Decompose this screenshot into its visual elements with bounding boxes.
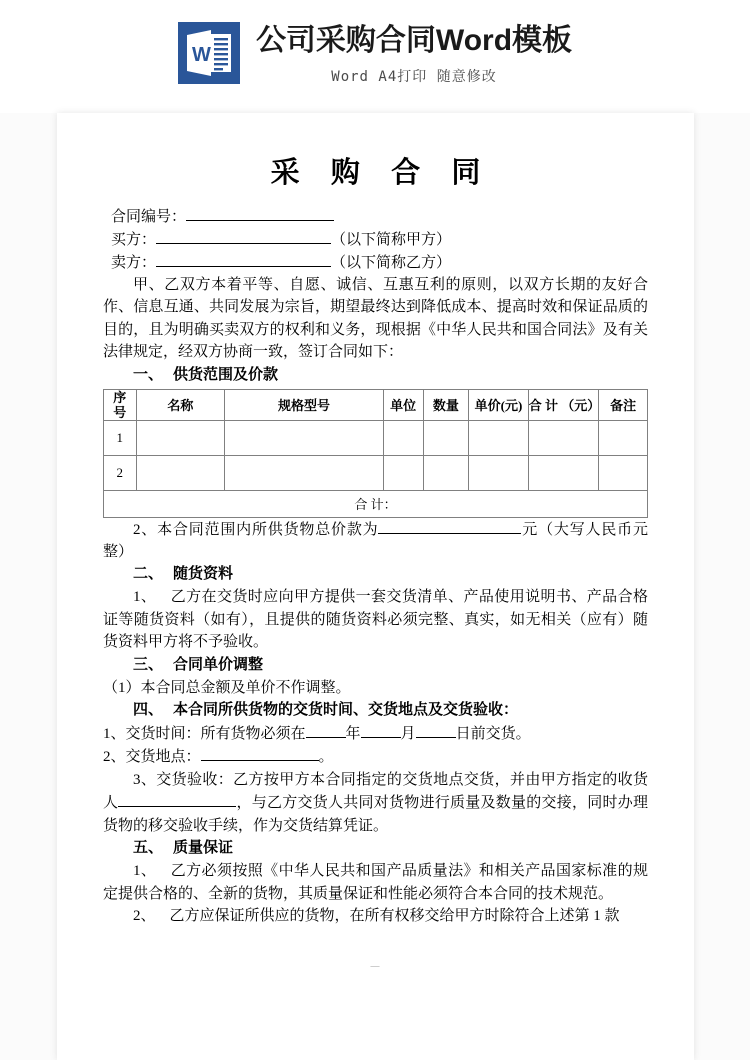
item-text-before: 本合同范围内所供货物总价款为 [157,521,379,538]
section-heading-4 [103,699,648,722]
section3-item-1 [103,677,648,699]
section-number: 四、 [133,702,164,719]
field-buyer [103,228,648,251]
table-row[interactable] [104,455,648,490]
item-number: 2、 [133,521,158,538]
item-text-before: 交货验收：乙方按甲方本合同指定的交货地点交货，并由甲方指定的收货人 [103,771,648,812]
field-suffix: （以下简称甲方） [331,232,452,248]
table-row[interactable] [104,420,648,455]
item-text-after: ，与乙方交货人共同对货物进行质量及数量的交接，同时办理货物的移交验收手续，作为交货结算凭证。 [103,795,648,834]
word-icon [178,22,240,84]
field-label: 合同编号： [111,209,187,225]
cell-total[interactable] [528,420,598,455]
section-heading-5 [103,837,648,860]
cell-price[interactable] [469,420,529,455]
cell-unit[interactable] [383,455,423,490]
delivery-year-blank[interactable] [306,722,346,738]
seller-blank[interactable] [156,251,331,267]
item-text-after: 元（大写人民币 [521,521,633,538]
document-page [57,113,694,1060]
consignee-blank[interactable] [118,791,236,807]
col-header-seq-l2: 号 [113,404,127,420]
buyer-blank[interactable] [156,228,331,244]
summary-label: 合 计： [104,490,648,517]
cell-note[interactable] [599,420,648,455]
field-label: 买方： [111,232,157,248]
total-amount-blank[interactable] [378,518,521,534]
svg-text:W: W [191,44,211,66]
banner-subtitle: Word A4打印 随意修改 [331,69,497,85]
item-text: 乙方应保证所供应的货物，在所有权移交给甲方时除符合上述第 1 款 [169,907,620,924]
table-header-row [104,389,648,420]
banner-title: 公司采购合同Word模板 [255,24,573,57]
item-text: 本合同总金额及单价不作调整。 [140,679,351,696]
section-number: 三、 [133,656,164,673]
item-text: 乙方必须按照《中华人民共和国产品质量法》和相关产品国家标准的规定提供合格的、全新的货物，其质量保证和性能必须符合本合同的技术规范。 [103,863,648,902]
col-header-unit: 单位 [383,389,423,420]
banner-inner [178,22,572,86]
col-header-qty: 数量 [423,389,469,420]
cell-name[interactable] [136,420,225,455]
section4-item-1 [103,722,648,745]
item-number: 3、 [133,771,157,788]
preamble-paragraph: 甲、乙双方本着平等、自愿、诚信、互惠互利的原则，以双方长期的友好合作、信息互通、共同发展为宗旨，期望最终达到降低成本、提高时效和保证品质的目的，且为明确买卖双方的权利和义务，现根据《中华人民共和国合同法》及有关法律规定，经双方协商一致，签订合同如下： [103,277,648,361]
cell-total[interactable] [528,455,598,490]
contract-number-blank[interactable] [186,205,334,221]
col-header-total: 合 计 （元） [528,389,598,420]
document-title: 采 购 合 同 [270,157,493,189]
field-label: 卖方： [111,255,157,271]
header-banner [0,0,750,113]
item-text-tail: 元整） [103,521,648,561]
section-number: 一、 [133,366,164,383]
delivery-place-period: 。 [318,749,334,766]
section-heading-1 [103,364,648,387]
page-canvas [0,113,750,1060]
month-unit: 月 [400,726,416,743]
section5-item-1 [103,860,648,905]
item-number: 1、 [103,726,126,743]
cell-seq: 2 [104,455,137,490]
year-unit: 年 [345,726,361,743]
section2-item-1 [103,586,648,653]
field-seller [103,251,648,274]
cell-name[interactable] [136,455,225,490]
delivery-place-label: 交货地点： [125,749,201,766]
section4-item-2 [103,745,648,768]
goods-table [103,389,648,518]
cell-qty[interactable] [423,455,469,490]
col-header-price: 单价(元) [469,389,529,420]
cell-unit[interactable] [383,420,423,455]
section-title: 合同单价调整 [173,656,264,673]
section-title: 随货资料 [173,566,234,583]
section-title: 质量保证 [173,840,234,857]
field-contract-number [103,205,648,228]
banner-text-group [256,22,572,86]
item-text: 乙方在交货时应向甲方提供一套交货清单、产品使用说明书、产品合格证等随货资料（如有），且提供的随货资料必须完整、真实，如无相关（应有）随货资料甲方将不予验收。 [103,589,648,651]
cell-seq: 1 [104,420,137,455]
col-header-note: 备注 [599,389,648,420]
section-heading-3 [103,654,648,677]
day-unit: 日前交货。 [455,726,531,743]
cell-spec[interactable] [225,420,383,455]
delivery-time-label: 交货时间：所有货物必须在 [125,726,306,743]
table-summary-row [104,490,648,517]
section1-item-2 [103,518,648,564]
item-number: 1、 [133,863,157,880]
section5-item-2 [103,905,648,927]
cell-price[interactable] [469,455,529,490]
section-number: 二、 [133,566,164,583]
page-number-mark: — [370,961,381,971]
item-number: 1、 [133,589,157,606]
cell-note[interactable] [599,455,648,490]
delivery-month-blank[interactable] [361,722,401,738]
cell-qty[interactable] [423,420,469,455]
field-suffix: （以下简称乙方） [331,255,452,271]
delivery-day-blank[interactable] [416,722,456,738]
col-header-seq [104,389,137,420]
section4-item-3 [103,769,648,837]
section-title: 本合同所供货物的交货时间、交货地点及交货验收： [173,702,519,719]
col-header-spec: 规格型号 [225,389,383,420]
cell-spec[interactable] [225,455,383,490]
section-title: 供货范围及价款 [173,366,279,383]
item-number: （1） [103,679,141,696]
delivery-place-blank[interactable] [201,745,319,761]
col-header-name: 名称 [136,389,225,420]
item-number: 2、 [103,749,126,766]
section-number: 五、 [133,840,164,857]
section-heading-2 [103,563,648,586]
col-header-seq-l1: 序 [113,389,127,405]
page-body [103,113,648,927]
item-number: 2、 [133,907,156,924]
